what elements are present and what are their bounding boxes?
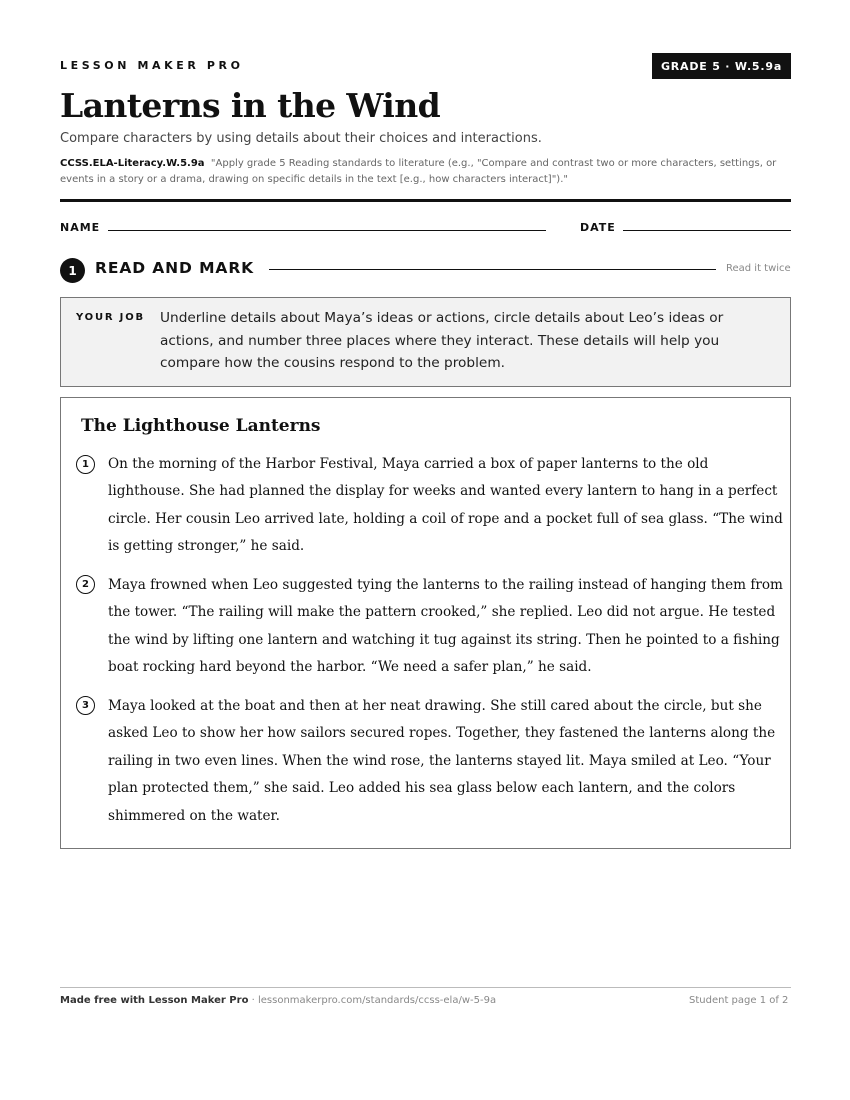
paragraph-2: Maya frowned when Leo suggested tying the lanterns to the railing instead of hanging them from the tower. “The railing will make the pattern crooked,” she replied. Leo did not argue. He tested the wind by lifting one lantern and watching it tug against its string. Then he pointed to a fishing boat rocking hard beyond the harbor. “We need a safer plan,” he said. — [108, 577, 783, 676]
paragraph-number-1: 1 — [76, 455, 95, 474]
brand-name: LESSON MAKER PRO — [60, 59, 244, 72]
section-title: READ AND MARK — [95, 259, 255, 277]
standard-code: CCSS.ELA-Literacy.W.5.9a — [60, 158, 205, 169]
passage-title: The Lighthouse Lanterns — [81, 416, 321, 436]
standard-text: "Apply grade 5 Reading standards to literature (e.g., "Compare and contrast two or more characters, settings, or events in a story or a drama, drawing on specific details in the text [e.g., how characters interact]")." — [60, 158, 777, 185]
footer-credit — [60, 995, 496, 1006]
section-number-badge: 1 — [60, 258, 85, 283]
your-job-text: Underline details about Maya’s ideas or actions, circle details about Leo’s ideas or actions, and number three places where they interact. These details will help you compare how the cousins respond to the problem. — [160, 310, 724, 371]
your-job-label: YOUR JOB — [76, 312, 145, 323]
name-label: NAME — [60, 221, 101, 234]
paragraph-1: On the morning of the Harbor Festival, Maya carried a box of paper lanterns to the old lighthouse. She had planned the display for weeks and wanted every lantern to hang in a perfect circle. Her cousin Leo arrived late, holding a coil of rope and a pocket full of sea glass. “The wind is getting stronger,” he said. — [108, 456, 783, 555]
your-job-box — [60, 297, 791, 387]
footer-divider — [60, 987, 791, 988]
name-field-line[interactable] — [108, 230, 546, 231]
grade-badge: GRADE 5 · W.5.9a — [652, 53, 791, 79]
date-field-line[interactable] — [623, 230, 791, 231]
footer-url[interactable]: · lessonmakerpro.com/standards/ccss-ela/w-5-9a — [248, 995, 497, 1006]
paragraph-number-2: 2 — [76, 575, 95, 594]
header-divider — [60, 199, 791, 202]
footer-made-with: Made free with Lesson Maker Pro — [60, 995, 249, 1006]
section-note: Read it twice — [726, 263, 791, 274]
paragraph-number-3: 3 — [76, 696, 95, 715]
page-title: Lanterns in the Wind — [60, 86, 441, 125]
page-subtitle: Compare characters by using details about their choices and interactions. — [60, 131, 542, 146]
paragraph-3: Maya looked at the boat and then at her neat drawing. She still cared about the circle, but she asked Leo to show her how sailors secured ropes. Together, they fastened the lanterns along the railing in two even lines. When the wind rose, the lanterns stayed lit. Maya smiled at Leo. “Your plan protected them,” she said. Leo added his sea glass below each lantern, and the colors shimmered on the water. — [108, 698, 776, 824]
section-divider — [269, 269, 716, 270]
reading-passage — [60, 397, 791, 849]
standard-description — [60, 156, 790, 188]
date-label: DATE — [580, 221, 616, 234]
footer-page-number: Student page 1 of 2 — [689, 995, 789, 1006]
